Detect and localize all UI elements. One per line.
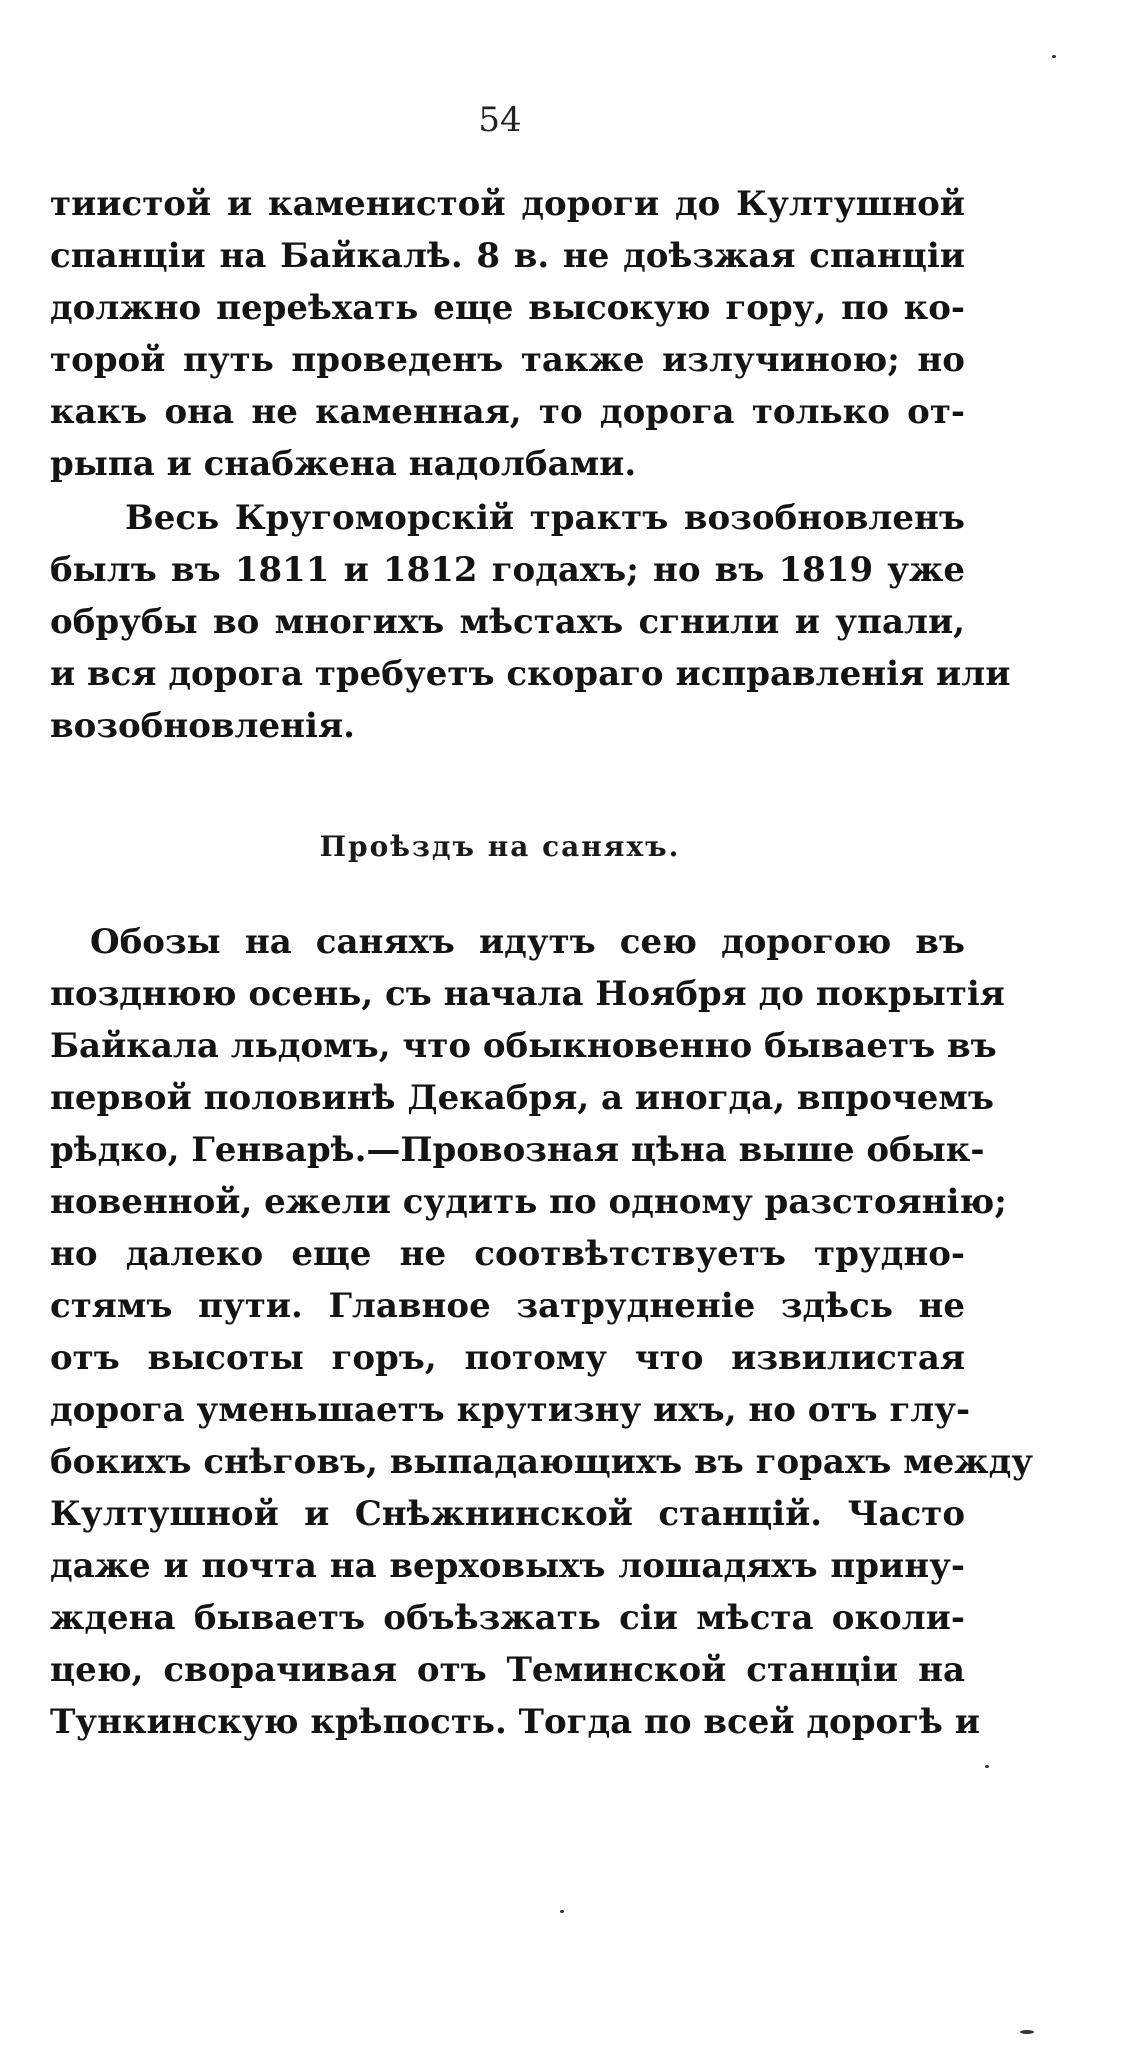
text-line: рыпа и снабжена надолбами. bbox=[50, 444, 637, 484]
text-line: даже и почта на верховыхъ лошадяхъ прину- bbox=[50, 1546, 965, 1586]
scan-speck bbox=[1052, 55, 1056, 58]
text-line: стямъ пути. Главное затрудненіе здѣсь не bbox=[50, 1286, 965, 1326]
text-line: тиистой и каменистой дороги до Култушной bbox=[50, 184, 965, 224]
text-line: спанціи на Байкалѣ. 8 в. не доѣзжая спанціи bbox=[50, 236, 965, 276]
text-line: новенной, ежели судить по одному разстоянію; bbox=[50, 1182, 1007, 1222]
text-line: возобновленія. bbox=[50, 706, 355, 746]
text-line: и вся дорога требуетъ скораго исправленія или bbox=[50, 654, 1011, 694]
scan-speck bbox=[1020, 2030, 1034, 2034]
text-line: но далеко еще не соотвѣтствуетъ трудно- bbox=[50, 1234, 965, 1274]
text-line: рѣдко, Генварѣ.—Провозная цѣна выше обык- bbox=[50, 1130, 985, 1170]
text-line: позднюю осень, съ начала Ноября до покрытія bbox=[50, 974, 1005, 1014]
text-line: первой половинѣ Декабря, а иногда, впрочемъ bbox=[50, 1078, 994, 1118]
text-line: цею, сворачивая отъ Теминской станціи на bbox=[50, 1650, 965, 1690]
text-line: торой путь проведенъ также излучиною; но bbox=[50, 340, 965, 380]
text-line: бокихъ снѣговъ, выпадающихъ въ горахъ между bbox=[50, 1442, 1034, 1482]
text-line: должно переѣхать еще высокую гору, по ко- bbox=[50, 288, 965, 328]
page-number: 54 bbox=[478, 100, 522, 140]
text-line: обрубы во многихъ мѣстахъ сгнили и упали, bbox=[50, 602, 965, 642]
text-line: отъ высоты горъ, потому что извилистая bbox=[50, 1338, 965, 1378]
text-line: Весь Кругоморскій трактъ возобновленъ bbox=[125, 498, 965, 538]
text-line: былъ въ 1811 и 1812 годахъ; но въ 1819 уже bbox=[50, 550, 965, 590]
text-line: Байкала льдомъ, что обыкновенно бываетъ въ bbox=[50, 1026, 997, 1066]
text-line: ждена бываетъ объѣзжать сіи мѣста околи- bbox=[50, 1598, 965, 1638]
scan-speck bbox=[560, 1910, 564, 1913]
text-line: Култушной и Снѣжнинской станцій. Часто bbox=[50, 1494, 965, 1534]
text-line: Тункинскую крѣпость. Тогда по всей дорогѣ и bbox=[50, 1702, 980, 1742]
text-line: какъ она не каменная, то дорога только от- bbox=[50, 392, 965, 432]
section-heading: Проѣздъ на саняхъ. bbox=[319, 830, 681, 863]
text-line: дорога уменьшаетъ крутизну ихъ, но отъ глу- bbox=[50, 1390, 971, 1430]
text-line: Обозы на саняхъ идутъ сею дорогою въ bbox=[90, 922, 965, 962]
scan-speck bbox=[985, 1765, 989, 1768]
